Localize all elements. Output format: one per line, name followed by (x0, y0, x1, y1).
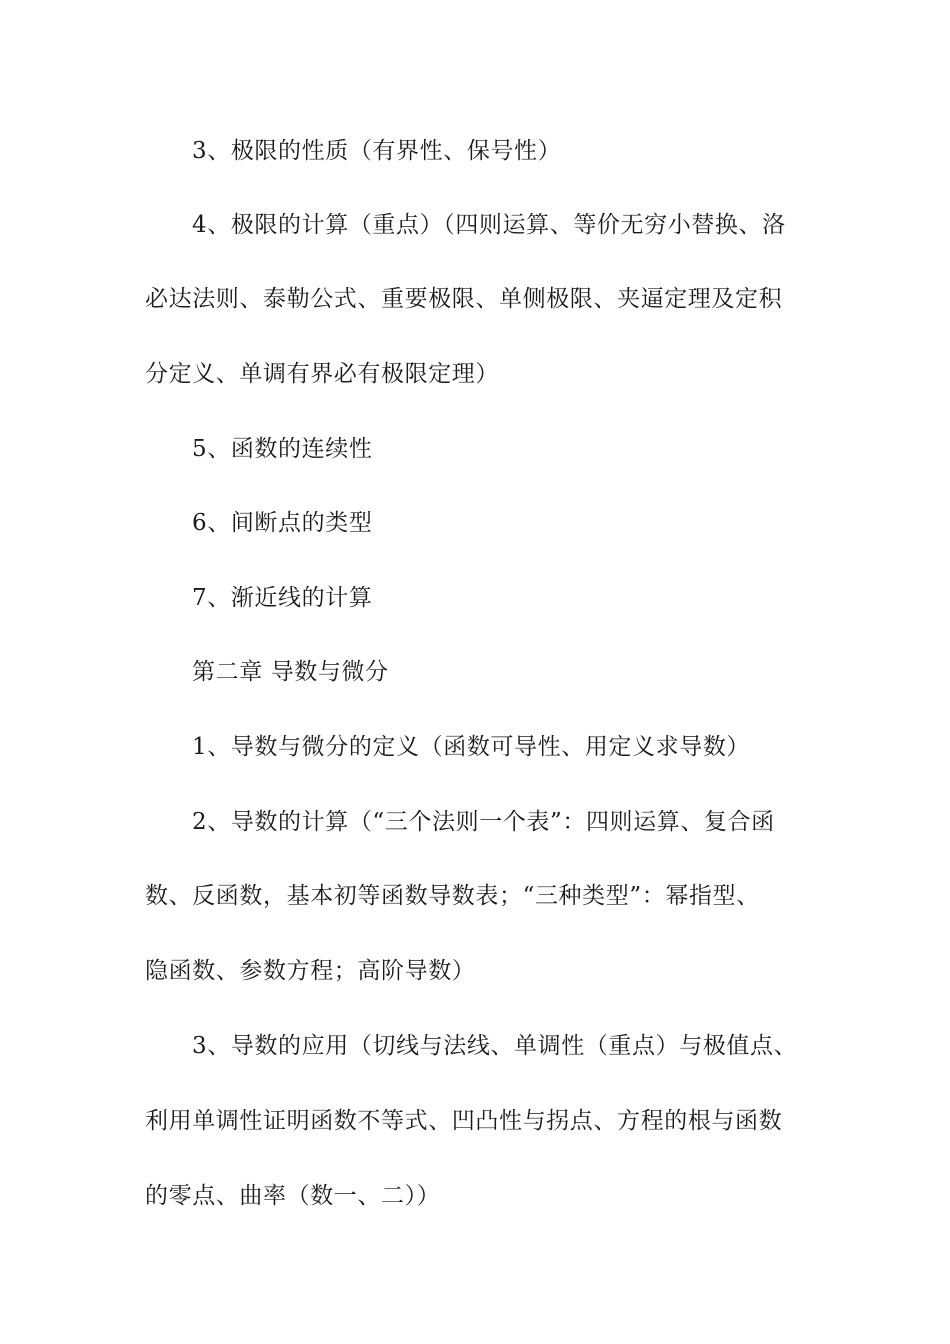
text-line-derivative-applications-cont-2: 的零点、曲率（数一、二）） (145, 1183, 441, 1209)
text-line-derivative-applications: 3、导数的应用（切线与法线、单调性（重点）与极值点、 (192, 1033, 798, 1059)
text-line-asymptotes: 7、渐近线的计算 (192, 585, 373, 611)
text-line-derivative-computation: 2、导数的计算（“三个法则一个表”：四则运算、复合函 (192, 809, 775, 835)
text-line-derivative-computation-cont-1: 数、反函数，基本初等函数导数表；“三种类型”：幂指型、 (145, 883, 760, 909)
text-line-derivative-computation-cont-2: 隐函数、参数方程；高阶导数） (145, 958, 476, 984)
text-line-continuity: 5、函数的连续性 (192, 436, 373, 462)
text-line-limit-computation-cont-2: 分定义、单调有界必有极限定理） (145, 361, 499, 387)
text-line-derivative-applications-cont-1: 利用单调性证明函数不等式、凹凸性与拐点、方程的根与函数 (145, 1108, 783, 1134)
text-line-limit-computation-cont-1: 必达法则、泰勒公式、重要极限、单侧极限、夹逼定理及定积 (145, 286, 783, 312)
text-line-limit-computation: 4、极限的计算（重点）（四则运算、等价无穷小替换、洛 (192, 212, 786, 238)
text-line-discontinuity-types: 6、间断点的类型 (192, 510, 373, 536)
text-line-limit-properties: 3、极限的性质（有界性、保号性） (192, 138, 562, 164)
chapter-heading: 第二章 导数与微分 (192, 659, 389, 685)
text-line-derivative-definition: 1、导数与微分的定义（函数可导性、用定义求导数） (192, 734, 751, 760)
